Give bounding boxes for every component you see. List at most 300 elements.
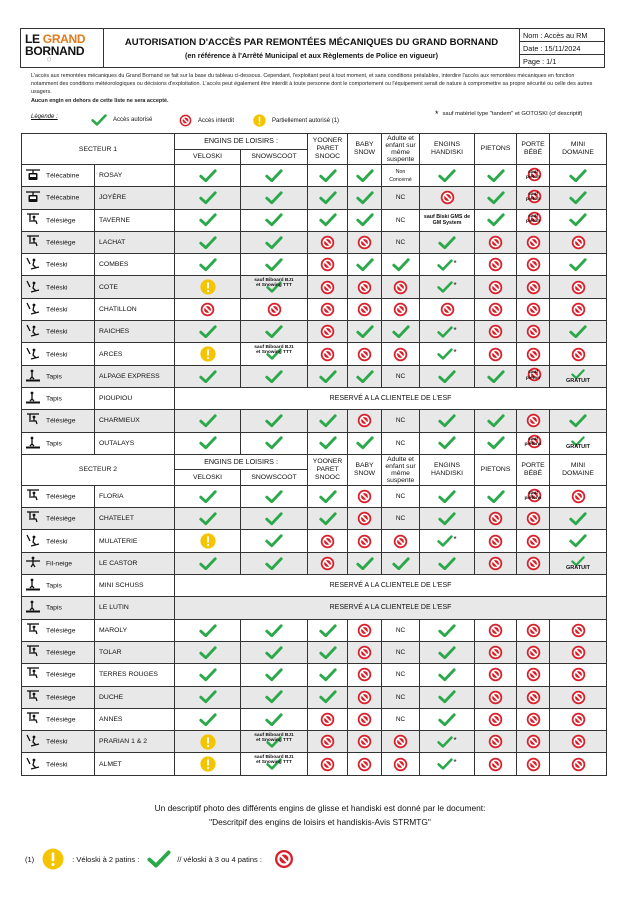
chair-icon — [26, 489, 42, 504]
cell-porte-bebe: sauf piéton — [517, 365, 550, 387]
cell-veloski — [175, 410, 241, 432]
footnote-a: : Véloski à 2 patins : — [72, 854, 140, 864]
cell-pietons — [475, 165, 517, 187]
cell-porte-bebe — [517, 641, 550, 663]
col-snowscoot-header: SNOWSCOOT — [241, 470, 308, 486]
document-header — [20, 28, 605, 68]
chair-icon — [26, 645, 42, 660]
lift-name: CHARMIEUX — [95, 410, 175, 432]
cell-snowscoot — [241, 708, 308, 730]
cell-adult-child — [382, 530, 420, 552]
table-row — [22, 298, 607, 320]
cell-pietons — [475, 187, 517, 209]
intro-text: L'accès aux remontées mécaniques du Grand Bornand se fait sur la base du tableau ci-dessous. Cependant, l'exploitant peut à tout moment, et sans conditions préalables, interdire l'accès aux remontées mécaniques en fonction notamment des conditions météorologiques ou décisions d'exploitation. L'accès peut également être interdit à toute personne dont le comportement ou l'équipement serait de nature à compromettre sa propre sécurité ou celle des autres usagers. Aucun engin en dehors de cette liste ne sera accepté. — [31, 73, 593, 104]
table-row — [22, 254, 607, 276]
cell-mini-domaine — [550, 254, 607, 276]
lift-name: CHATELET — [95, 508, 175, 530]
lift-type: Fil-neige — [22, 552, 95, 574]
cell-handiski — [420, 664, 475, 686]
table-row — [22, 231, 607, 253]
cell-veloski — [175, 753, 241, 775]
cell-adult-child: NC — [382, 664, 420, 686]
cell-mini-domaine — [550, 276, 607, 298]
table-row — [22, 485, 607, 507]
col-yooner-header: YOONER PARET SNOOC — [308, 454, 348, 485]
cell-adult-child — [382, 321, 420, 343]
cell-snowscoot — [241, 209, 308, 231]
cell-pietons — [475, 508, 517, 530]
cell-veloski — [175, 187, 241, 209]
cell-porte-bebe — [517, 708, 550, 730]
cell-porte-bebe: sauf piétons — [517, 432, 550, 454]
ski-icon — [26, 347, 42, 362]
cell-snowscoot — [241, 432, 308, 454]
cell-pietons — [475, 708, 517, 730]
lift-type: Télésiège — [22, 641, 95, 663]
cell-porte-bebe: sauf piéton — [517, 187, 550, 209]
chair-icon — [26, 623, 42, 638]
lift-name: CHATILLON — [95, 298, 175, 320]
cell-yooner — [308, 485, 348, 507]
cell-yooner — [308, 165, 348, 187]
lift-name: RAICHES — [95, 321, 175, 343]
col-porte-header: PORTE BÉBÉ — [517, 454, 550, 485]
cell-handiski: * — [420, 530, 475, 552]
cell-yooner — [308, 530, 348, 552]
cell-handiski — [420, 432, 475, 454]
cell-handiski — [420, 686, 475, 708]
carpet-icon — [26, 436, 42, 451]
sector2-title: SECTEUR 2 — [22, 454, 175, 485]
chair-icon — [26, 511, 42, 526]
cell-veloski — [175, 432, 241, 454]
table-row — [22, 708, 607, 730]
cell-porte-bebe — [517, 298, 550, 320]
cell-porte-bebe — [517, 276, 550, 298]
cell-snowscoot — [241, 187, 308, 209]
cell-pietons — [475, 530, 517, 552]
footnote-number: (1) — [25, 854, 35, 864]
meta-date: Date : 15/11/2024 — [520, 42, 604, 55]
chair-icon — [26, 712, 42, 727]
cell-mini-domaine — [550, 530, 607, 552]
table-row — [22, 365, 607, 387]
cell-adult-child: NC — [382, 508, 420, 530]
table-row — [22, 387, 607, 409]
cell-yooner — [308, 619, 348, 641]
lift-type: Téléski — [22, 276, 95, 298]
cell-baby-snow — [348, 664, 382, 686]
warning-icon — [42, 848, 64, 870]
lift-type: Télésiège — [22, 619, 95, 641]
cell-veloski — [175, 343, 241, 365]
lift-type: Tapis — [22, 597, 95, 619]
cell-yooner — [308, 365, 348, 387]
cell-adult-child: NC — [382, 209, 420, 231]
cell-pietons — [475, 276, 517, 298]
lift-name: ARCES — [95, 343, 175, 365]
cell-pietons — [475, 686, 517, 708]
cell-snowscoot — [241, 552, 308, 574]
table-row — [22, 276, 607, 298]
warning-icon — [253, 114, 266, 127]
col-handiski-header: ENGINS HANDISKI — [420, 454, 475, 485]
lift-type: Téléski — [22, 321, 95, 343]
cell-baby-snow — [348, 508, 382, 530]
lift-name: ALPAGE EXPRESS — [95, 365, 175, 387]
forbidden-icon — [274, 849, 294, 869]
col-snowscoot-header: SNOWSCOOT — [241, 149, 308, 165]
lift-name: FLORIA — [95, 485, 175, 507]
ski-icon — [26, 280, 42, 295]
cell-mini-domaine — [550, 321, 607, 343]
cell-handiski — [420, 552, 475, 574]
ski-icon — [26, 734, 42, 749]
cell-veloski — [175, 276, 241, 298]
cell-baby-snow — [348, 641, 382, 663]
cell-adult-child: NC — [382, 619, 420, 641]
cell-snowscoot: sauf Biboard BJ1 et Snowing TTT — [241, 343, 308, 365]
lift-name: ALMET — [95, 753, 175, 775]
table-row — [22, 343, 607, 365]
cell-handiski: * — [420, 753, 475, 775]
cell-snowscoot — [241, 619, 308, 641]
cell-handiski — [420, 485, 475, 507]
lift-type: Tapis — [22, 432, 95, 454]
table-row — [22, 209, 607, 231]
legend-forbidden: Accès interdit — [198, 117, 235, 124]
cell-pietons — [475, 365, 517, 387]
cell-mini-domaine — [550, 753, 607, 775]
cell-yooner — [308, 254, 348, 276]
cell-veloski — [175, 508, 241, 530]
cell-porte-bebe — [517, 254, 550, 276]
lift-name: DUCHE — [95, 686, 175, 708]
legend-allowed: Accès autorisé — [113, 117, 153, 123]
cell-yooner — [308, 508, 348, 530]
cell-baby-snow — [348, 686, 382, 708]
check-icon — [91, 114, 107, 126]
cell-adult-child: NC — [382, 231, 420, 253]
col-handiski-header: ENGINS HANDISKI — [420, 134, 475, 165]
meta-page: Page : 1/1 — [523, 56, 557, 66]
page-subtitle: (en référence à l'Arrêté Municipal et aux Règlements de Police en vigueur) — [185, 50, 438, 60]
cell-pietons — [475, 731, 517, 753]
cell-mini-domaine — [550, 187, 607, 209]
cell-veloski — [175, 254, 241, 276]
footer-line1: Un descriptif photo des différents engins de glisse et handiski est donné par le document: — [154, 803, 486, 813]
lift-type: Tapis — [22, 387, 95, 409]
cell-yooner — [308, 298, 348, 320]
cell-pietons — [475, 254, 517, 276]
col-engins-header: ENGINS DE LOISIRS : — [175, 134, 308, 150]
lift-type: Télésiège — [22, 209, 95, 231]
lift-type: Télésiège — [22, 686, 95, 708]
cell-yooner — [308, 432, 348, 454]
ski-icon — [26, 257, 42, 272]
rope-icon — [26, 556, 42, 571]
col-adult-header: Adulte et enfant sur même suspente — [382, 134, 420, 165]
cell-porte-bebe — [517, 343, 550, 365]
cell-mini-domaine — [550, 209, 607, 231]
cell-adult-child — [382, 731, 420, 753]
cell-snowscoot — [241, 298, 308, 320]
ski-icon — [26, 324, 42, 339]
lift-type: Télésiège — [22, 508, 95, 530]
lift-type: Télécabine — [22, 187, 95, 209]
lift-name: TOLAR — [95, 641, 175, 663]
cell-baby-snow — [348, 231, 382, 253]
chair-icon — [26, 690, 42, 705]
cell-veloski — [175, 365, 241, 387]
cell-yooner — [308, 187, 348, 209]
cell-pietons — [475, 485, 517, 507]
cell-porte-bebe — [517, 410, 550, 432]
cell-adult-child — [382, 254, 420, 276]
lift-name: ANNES — [95, 708, 175, 730]
lift-name: LACHAT — [95, 231, 175, 253]
cell-adult-child: NC — [382, 485, 420, 507]
cell-mini-domaine — [550, 231, 607, 253]
cell-mini-domaine — [550, 410, 607, 432]
chair-icon — [26, 667, 42, 682]
cell-mini-domaine — [550, 641, 607, 663]
cell-veloski — [175, 165, 241, 187]
lift-name: MINI SCHUSS — [95, 575, 175, 597]
lift-name: LE CASTOR — [95, 552, 175, 574]
cell-pietons — [475, 619, 517, 641]
cell-pietons — [475, 664, 517, 686]
cell-veloski — [175, 731, 241, 753]
table-row — [22, 664, 607, 686]
lift-name: TERRES ROUGES — [95, 664, 175, 686]
col-mini-header: MINI DOMAINE — [550, 134, 607, 165]
cell-mini-domaine — [550, 664, 607, 686]
cell-baby-snow — [348, 530, 382, 552]
col-yooner-header: YOONER PARET SNOOC — [308, 134, 348, 165]
footnote — [25, 848, 294, 870]
col-veloski-header: VELOSKI — [175, 470, 241, 486]
table-row — [22, 432, 607, 454]
col-engins-header: ENGINS DE LOISIRS : — [175, 454, 308, 470]
cell-snowscoot — [241, 485, 308, 507]
cell-yooner — [308, 552, 348, 574]
cell-yooner — [308, 686, 348, 708]
cell-yooner — [308, 321, 348, 343]
cell-handiski: * — [420, 731, 475, 753]
cell-mini-domaine: GRATUIT — [550, 365, 607, 387]
cell-yooner — [308, 708, 348, 730]
lift-type: Télésiège — [22, 485, 95, 507]
table-row — [22, 641, 607, 663]
cell-yooner — [308, 276, 348, 298]
lift-name: MULATERIE — [95, 530, 175, 552]
cell-veloski — [175, 485, 241, 507]
cell-snowscoot — [241, 664, 308, 686]
cell-baby-snow — [348, 298, 382, 320]
lift-type: Téléski — [22, 530, 95, 552]
cell-porte-bebe: sauf piétons — [517, 485, 550, 507]
cell-adult-child — [382, 298, 420, 320]
cell-porte-bebe — [517, 664, 550, 686]
cell-pietons — [475, 298, 517, 320]
table-row — [22, 165, 607, 187]
cell-mini-domaine: GRATUIT — [550, 432, 607, 454]
cell-mini-domaine — [550, 485, 607, 507]
lift-type: Téléski — [22, 753, 95, 775]
cell-snowscoot — [241, 410, 308, 432]
legend-asterisk: * sauf matériel type "tandem" et GOTOSKI (cf descriptif) — [435, 109, 583, 119]
table-row — [22, 321, 607, 343]
meta-name: Nom : Accès au RM — [520, 29, 604, 42]
legend-label: Légende : — [31, 114, 58, 120]
cell-pietons — [475, 552, 517, 574]
table-row — [22, 508, 607, 530]
check-icon — [147, 850, 171, 868]
lift-name: COTE — [95, 276, 175, 298]
col-pietons-header: PIETONS — [475, 454, 517, 485]
cell-porte-bebe — [517, 530, 550, 552]
cell-handiski — [420, 365, 475, 387]
cell-baby-snow — [348, 321, 382, 343]
cell-pietons — [475, 753, 517, 775]
cell-mini-domaine — [550, 343, 607, 365]
chair-icon — [26, 213, 42, 228]
document-meta — [520, 29, 604, 67]
cell-handiski — [420, 231, 475, 253]
cell-adult-child: NC — [382, 410, 420, 432]
lift-name: MAROLY — [95, 619, 175, 641]
cell-porte-bebe — [517, 731, 550, 753]
cell-handiski: * — [420, 276, 475, 298]
footnote-b: // véloski à 3 ou 4 patins : — [177, 854, 262, 864]
ski-icon — [26, 534, 42, 549]
cabin-icon — [26, 190, 42, 205]
cell-veloski — [175, 298, 241, 320]
table-row — [22, 686, 607, 708]
reserved-cell: RESERVÉ A LA CLIENTELE DE L'ESF — [175, 597, 607, 619]
cell-porte-bebe — [517, 552, 550, 574]
cell-porte-bebe: sauf piéton — [517, 165, 550, 187]
cell-veloski — [175, 530, 241, 552]
lift-name: TAVERNE — [95, 209, 175, 231]
cell-pietons — [475, 432, 517, 454]
lift-name: OUTALAYS — [95, 432, 175, 454]
cell-veloski — [175, 641, 241, 663]
cell-porte-bebe — [517, 508, 550, 530]
cell-adult-child: NC — [382, 708, 420, 730]
chair-icon — [26, 235, 42, 250]
cell-snowscoot — [241, 365, 308, 387]
cell-mini-domaine — [550, 731, 607, 753]
cell-pietons — [475, 410, 517, 432]
lift-type: Téléski — [22, 298, 95, 320]
col-adult-header: Adulte et enfant sur même suspente — [382, 454, 420, 485]
cell-adult-child — [382, 343, 420, 365]
cell-baby-snow — [348, 410, 382, 432]
lift-type: Télécabine — [22, 165, 95, 187]
cell-adult-child — [382, 753, 420, 775]
cell-snowscoot — [241, 165, 308, 187]
lift-type: Télésiège — [22, 664, 95, 686]
table-row — [22, 753, 607, 775]
cell-baby-snow — [348, 343, 382, 365]
cell-porte-bebe: sauf piéton — [517, 209, 550, 231]
cell-porte-bebe — [517, 231, 550, 253]
cell-baby-snow — [348, 485, 382, 507]
cell-veloski — [175, 686, 241, 708]
cell-handiski — [420, 298, 475, 320]
cell-porte-bebe — [517, 753, 550, 775]
cell-adult-child: Non Concerné — [382, 165, 420, 187]
table-row — [22, 731, 607, 753]
cell-yooner — [308, 753, 348, 775]
lift-type: Télésiège — [22, 410, 95, 432]
lift-name: PIOUPIOU — [95, 387, 175, 409]
cell-yooner — [308, 209, 348, 231]
cell-pietons — [475, 321, 517, 343]
ski-icon — [26, 302, 42, 317]
cell-snowscoot — [241, 254, 308, 276]
cell-baby-snow — [348, 552, 382, 574]
cell-handiski — [420, 708, 475, 730]
ski-icon — [26, 757, 42, 772]
lift-name: PRARIAN 1 & 2 — [95, 731, 175, 753]
lift-name: LE LUTIN — [95, 597, 175, 619]
col-baby-header: BABY SNOW — [348, 454, 382, 485]
cell-mini-domaine — [550, 508, 607, 530]
cell-yooner — [308, 343, 348, 365]
legend — [31, 111, 601, 131]
col-baby-header: BABY SNOW — [348, 134, 382, 165]
cell-baby-snow — [348, 276, 382, 298]
forbidden-icon — [179, 114, 192, 127]
cell-veloski — [175, 619, 241, 641]
cell-handiski: * — [420, 321, 475, 343]
cell-yooner — [308, 231, 348, 253]
page-title: AUTORISATION D'ACCÈS PAR REMONTÉES MÉCANIQUES DU GRAND BORNAND — [124, 36, 499, 48]
cell-handiski — [420, 410, 475, 432]
cell-pietons — [475, 641, 517, 663]
table-row — [22, 597, 607, 619]
logo: LE GRAND BORNAND ⬡ — [21, 29, 104, 67]
cell-mini-domaine — [550, 619, 607, 641]
cell-adult-child: NC — [382, 686, 420, 708]
cell-veloski — [175, 552, 241, 574]
cell-pietons — [475, 209, 517, 231]
table-row — [22, 552, 607, 574]
cell-baby-snow — [348, 165, 382, 187]
cell-baby-snow — [348, 708, 382, 730]
cell-mini-domaine: GRATUIT — [550, 552, 607, 574]
cell-yooner — [308, 641, 348, 663]
cell-veloski — [175, 664, 241, 686]
cell-yooner — [308, 664, 348, 686]
carpet-icon — [26, 600, 42, 615]
cell-snowscoot: sauf Biboard BJ1 et Snowing TTT — [241, 753, 308, 775]
cell-adult-child — [382, 552, 420, 574]
cell-snowscoot: sauf Biboard BJ1 et Snowing TTT — [241, 276, 308, 298]
lift-type: Téléski — [22, 254, 95, 276]
reserved-cell: RESERVÉ A LA CLIENTELE DE L'ESF — [175, 575, 607, 597]
footer-line2: "Descritpif des engins de loisirs et handiskis-Avis STRMTG" — [209, 817, 431, 827]
chair-icon — [26, 413, 42, 428]
cell-handiski: * — [420, 254, 475, 276]
cell-pietons — [475, 343, 517, 365]
col-mini-header: MINI DOMAINE — [550, 454, 607, 485]
lift-name: COMBES — [95, 254, 175, 276]
cell-snowscoot — [241, 231, 308, 253]
